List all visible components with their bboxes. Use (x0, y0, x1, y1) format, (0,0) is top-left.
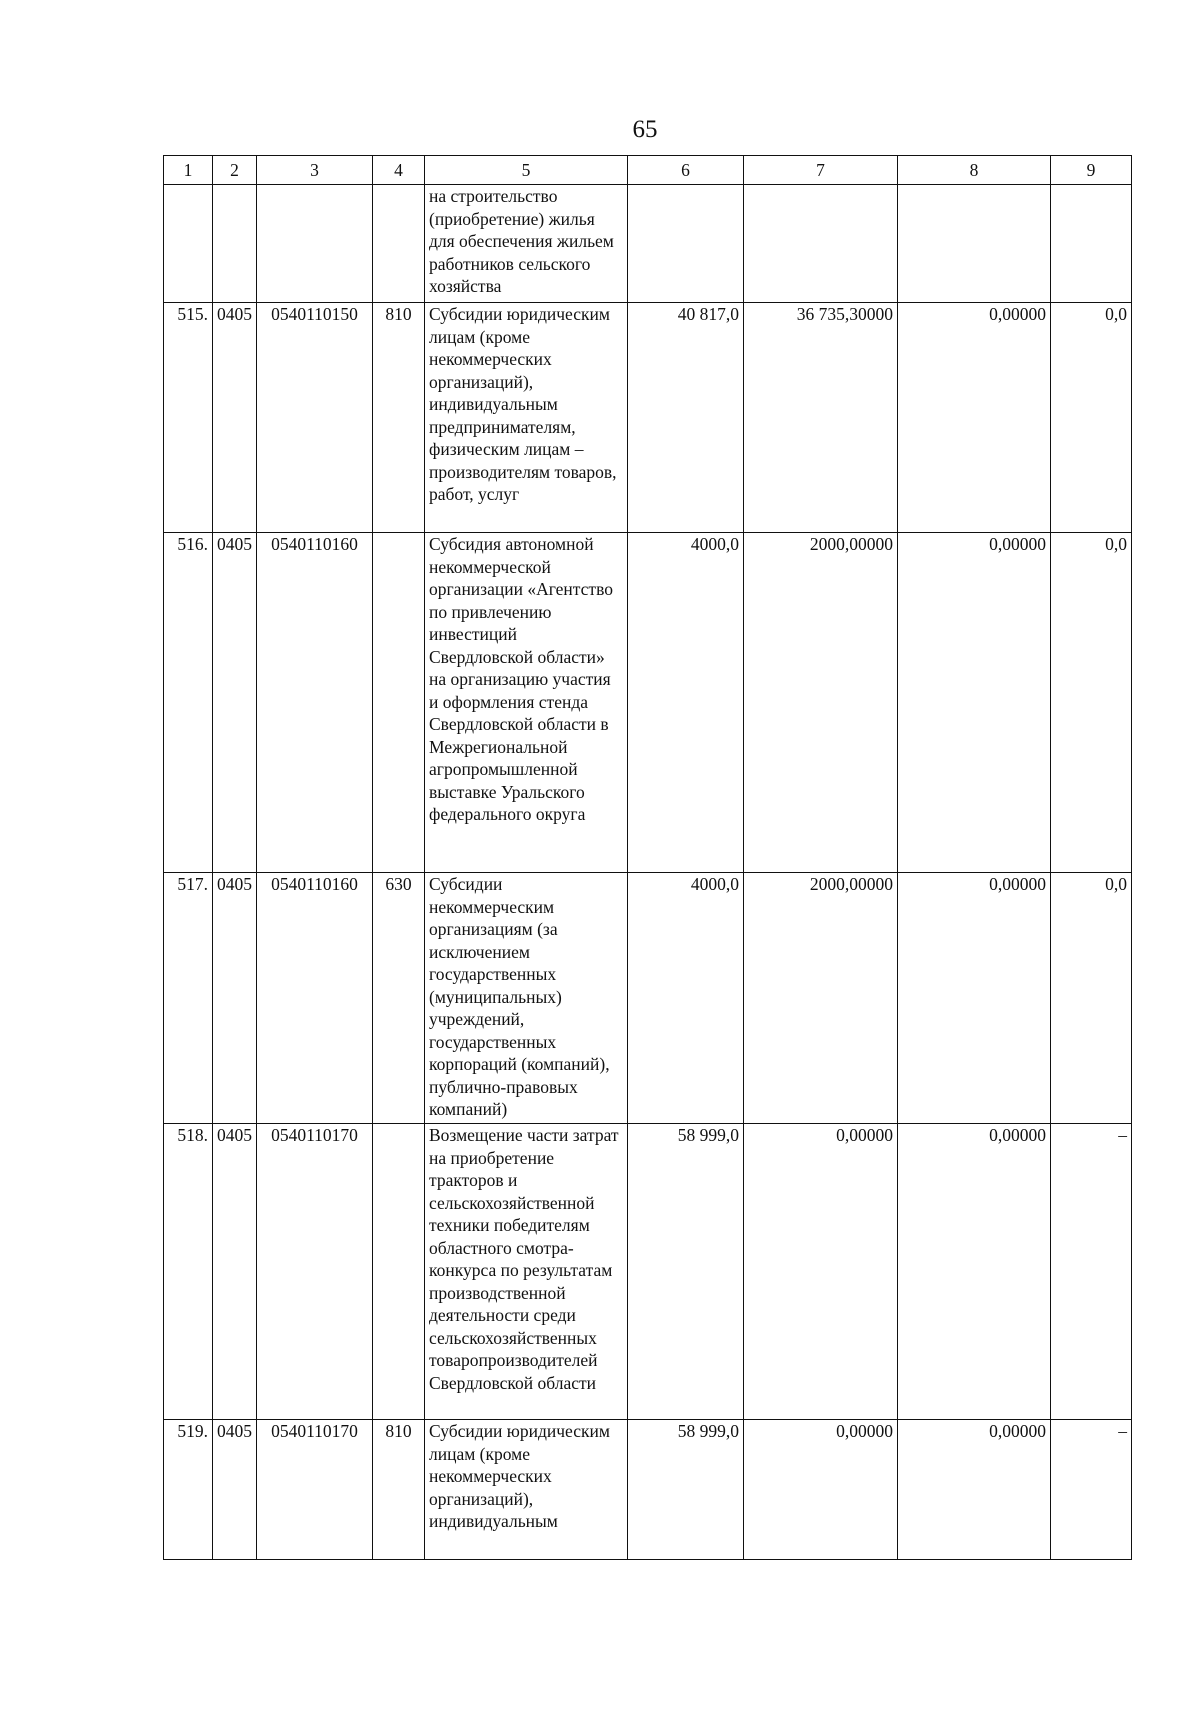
row-number: 516. (164, 533, 213, 873)
column-header-7: 7 (744, 156, 898, 185)
row-number: 518. (164, 1124, 213, 1420)
row-description: Субсидии некоммерческим организациям (за исключением государственных (муниципальных) учреждений, государственных корпораций (компаний), публично-правовых компаний) (425, 873, 628, 1124)
amount-col-9: 0,0 (1051, 303, 1132, 533)
table-row (164, 303, 1132, 533)
section-code: 0405 (213, 303, 257, 533)
column-header-2: 2 (213, 156, 257, 185)
column-header-4: 4 (373, 156, 425, 185)
amount-col-7 (744, 185, 898, 303)
expense-type-code (373, 1124, 425, 1420)
table-row (164, 873, 1132, 1124)
row-number: 515. (164, 303, 213, 533)
row-number (164, 185, 213, 303)
amount-col-8: 0,00000 (898, 1124, 1051, 1420)
target-code: 0540110160 (257, 873, 373, 1124)
amount-col-9 (1051, 185, 1132, 303)
row-description: Субсидии юридическим лицам (кроме некоммерческих организаций), индивидуальным (425, 1420, 628, 1560)
row-description: на строительство (приобретение) жилья для обеспечения жильем работников сельского хозяйства (425, 185, 628, 303)
section-code (213, 185, 257, 303)
expense-type-code: 810 (373, 1420, 425, 1560)
section-code: 0405 (213, 1420, 257, 1560)
expense-type-code: 810 (373, 303, 425, 533)
amount-col-7: 0,00000 (744, 1124, 898, 1420)
target-code (257, 185, 373, 303)
amount-col-7: 2000,00000 (744, 533, 898, 873)
amount-col-6: 58 999,0 (628, 1124, 744, 1420)
column-header-9: 9 (1051, 156, 1132, 185)
amount-col-7: 0,00000 (744, 1420, 898, 1560)
expense-type-code: 630 (373, 873, 425, 1124)
target-code: 0540110150 (257, 303, 373, 533)
column-header-6: 6 (628, 156, 744, 185)
row-description: Возмещение части затрат на приобретение тракторов и сельскохозяйственной техники победителям областного смотра-конкурса по результатам производственной деятельности среди сельскохозяйственных товаропроизводителей Свердловской области (425, 1124, 628, 1420)
amount-col-6: 40 817,0 (628, 303, 744, 533)
column-header-8: 8 (898, 156, 1051, 185)
section-code: 0405 (213, 533, 257, 873)
target-code: 0540110170 (257, 1420, 373, 1560)
amount-col-6 (628, 185, 744, 303)
section-code: 0405 (213, 873, 257, 1124)
amount-col-9: – (1051, 1124, 1132, 1420)
row-description: Субсидии юридическим лицам (кроме некоммерческих организаций), индивидуальным предпринимателям, физическим лицам – производителям товаров, работ, услуг (425, 303, 628, 533)
row-number: 519. (164, 1420, 213, 1560)
section-code: 0405 (213, 1124, 257, 1420)
table-row (164, 533, 1132, 873)
table-row (164, 1420, 1132, 1560)
expense-type-code (373, 533, 425, 873)
amount-col-6: 4000,0 (628, 533, 744, 873)
column-header-1: 1 (164, 156, 213, 185)
target-code: 0540110160 (257, 533, 373, 873)
target-code: 0540110170 (257, 1124, 373, 1420)
amount-col-9: 0,0 (1051, 873, 1132, 1124)
amount-col-8 (898, 185, 1051, 303)
amount-col-8: 0,00000 (898, 873, 1051, 1124)
row-description: Субсидия автономной некоммерческой организации «Агентство по привлечению инвестиций Свердловской области» на организацию участия и оформления стенда Свердловской области в Межрегиональной агропромышленной выставке Уральского федерального округа (425, 533, 628, 873)
amount-col-7: 2000,00000 (744, 873, 898, 1124)
amount-col-8: 0,00000 (898, 533, 1051, 873)
header-row (164, 156, 1132, 185)
amount-col-9: 0,0 (1051, 533, 1132, 873)
column-header-3: 3 (257, 156, 373, 185)
amount-col-6: 4000,0 (628, 873, 744, 1124)
amount-col-8: 0,00000 (898, 303, 1051, 533)
column-header-5: 5 (425, 156, 628, 185)
page-number: 65 (632, 116, 658, 143)
expense-type-code (373, 185, 425, 303)
table-row (164, 1124, 1132, 1420)
amount-col-6: 58 999,0 (628, 1420, 744, 1560)
amount-col-7: 36 735,30000 (744, 303, 898, 533)
table-row (164, 185, 1132, 303)
amount-col-8: 0,00000 (898, 1420, 1051, 1560)
amount-col-9: – (1051, 1420, 1132, 1560)
budget-table (163, 155, 1132, 1560)
row-number: 517. (164, 873, 213, 1124)
